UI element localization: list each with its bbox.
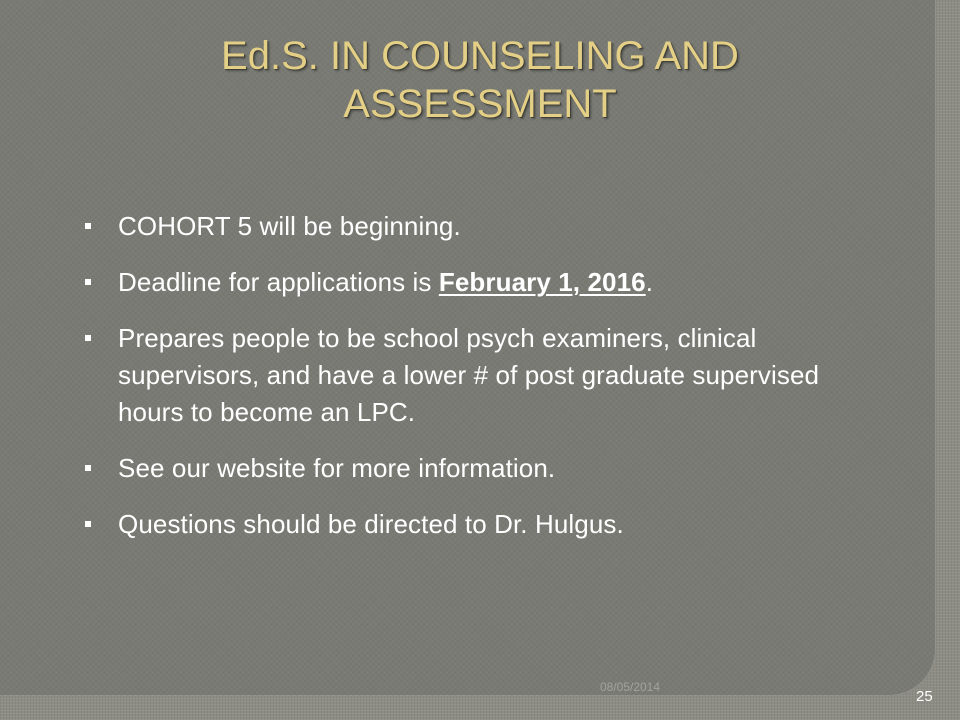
bullet-text: See our website for more information. bbox=[118, 453, 556, 483]
bullet-item-deadline bbox=[80, 264, 870, 301]
footer-date: 08/05/2014 bbox=[599, 680, 661, 694]
deadline-date: February 1, 2016 bbox=[438, 267, 646, 297]
square-bullet-icon bbox=[85, 279, 91, 285]
bullet-text-end: . bbox=[645, 267, 654, 297]
bullet-list bbox=[80, 208, 870, 562]
bullet-item-website bbox=[80, 450, 870, 487]
square-bullet-icon bbox=[85, 521, 91, 527]
bullet-item-cohort bbox=[80, 208, 870, 245]
bullet-text: Questions should be directed to Dr. Hulgus. bbox=[118, 509, 624, 539]
bullet-item-questions bbox=[80, 506, 870, 543]
bullet-text: Prepares people to be school psych examiners, clinical supervisors, and have a lower # of post graduate supervised hours to become an LPC. bbox=[118, 323, 820, 427]
square-bullet-icon bbox=[85, 335, 91, 341]
bullet-text: COHORT 5 will be beginning. bbox=[118, 211, 461, 241]
square-bullet-icon bbox=[85, 223, 91, 229]
slide-title: Ed.S. IN COUNSELING AND ASSESSMENT bbox=[221, 34, 739, 126]
square-bullet-icon bbox=[85, 465, 91, 471]
bullet-item-prepares bbox=[80, 320, 870, 431]
slide-number: 25 bbox=[916, 688, 933, 705]
bullet-text: Deadline for applications is bbox=[118, 267, 439, 297]
